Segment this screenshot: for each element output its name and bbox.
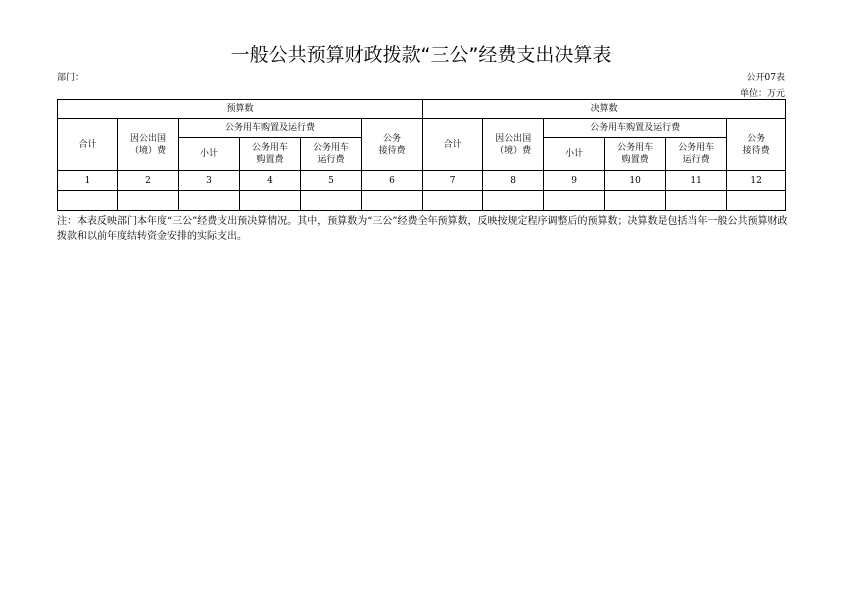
- budget-vehicle-header: 公务用车购置及运行费: [179, 119, 362, 138]
- column-number-cell: 11: [666, 171, 727, 191]
- form-code: 公开07表: [746, 73, 785, 83]
- unit-label: 单位：万元: [739, 89, 785, 99]
- final-abroad-line1: 因公出国: [495, 133, 532, 144]
- budget-subtotal-header: 小计: [179, 138, 240, 171]
- final-abroad-line2: （境）费: [495, 145, 532, 156]
- budget-abroad-line2: （境）费: [129, 145, 166, 156]
- final-purchase-line2: 购置费: [621, 155, 649, 165]
- budget-purchase-line2: 购置费: [256, 155, 284, 165]
- budget-header: 预算数: [58, 100, 423, 119]
- budget-total-header: 合计: [58, 119, 118, 171]
- page-title: 一般公共预算财政拨款“三公”经费支出决算表: [230, 44, 612, 66]
- table-note: 注：本表反映部门本年度“三公”经费支出预决算情况。其中，预算数为“三公”经费全年预算数，反映按规定程序调整后的预算数；决算数是包括当年一般公共预算财政拨款和以前年度结转资金安排的实际支出。: [57, 216, 788, 242]
- column-number-cell: 7: [423, 171, 483, 191]
- budget-abroad-header: [118, 119, 179, 171]
- budget-purchase-header: [240, 138, 301, 171]
- budget-reception-line1: 公务: [383, 133, 402, 144]
- data-cell: [58, 191, 118, 211]
- data-cell: [605, 191, 666, 211]
- final-reception-line1: 公务: [747, 133, 766, 144]
- final-reception-line2: 接待费: [742, 145, 770, 156]
- data-cell: [179, 191, 240, 211]
- final-operation-header: [666, 138, 727, 171]
- data-cell: [118, 191, 179, 211]
- department-label: 部门：: [57, 73, 85, 83]
- final-operation-line2: 运行费: [682, 155, 710, 165]
- final-total-header: 合计: [423, 119, 483, 171]
- column-number-cell: 9: [544, 171, 605, 191]
- budget-abroad-line1: 因公出国: [129, 133, 166, 144]
- final-abroad-header: [483, 119, 544, 171]
- column-number-cell: 1: [58, 171, 118, 191]
- budget-operation-line2: 运行费: [317, 155, 345, 165]
- budget-reception-header: [362, 119, 423, 171]
- final-purchase-header: [605, 138, 666, 171]
- three-public-expenses-table: [57, 99, 786, 211]
- column-number-cell: 2: [118, 171, 179, 191]
- final-operation-line1: 公务用车: [678, 143, 715, 153]
- column-number-cell: 6: [362, 171, 423, 191]
- column-number-cell: 8: [483, 171, 544, 191]
- column-number-cell: 5: [301, 171, 362, 191]
- column-number-cell: 12: [727, 171, 786, 191]
- data-cell: [666, 191, 727, 211]
- column-number-cell: 10: [605, 171, 666, 191]
- data-cell: [240, 191, 301, 211]
- final-header: 决算数: [423, 100, 786, 119]
- data-cell: [362, 191, 423, 211]
- data-cell: [544, 191, 605, 211]
- data-cell: [727, 191, 786, 211]
- budget-operation-line1: 公务用车: [312, 143, 349, 153]
- budget-purchase-line1: 公务用车: [251, 143, 288, 153]
- column-number-cell: 4: [240, 171, 301, 191]
- data-cell: [483, 191, 544, 211]
- final-subtotal-header: 小计: [544, 138, 605, 171]
- final-reception-header: [727, 119, 786, 171]
- final-purchase-line1: 公务用车: [617, 143, 654, 153]
- column-number-cell: 3: [179, 171, 240, 191]
- data-cell: [301, 191, 362, 211]
- budget-operation-header: [301, 138, 362, 171]
- data-cell: [423, 191, 483, 211]
- budget-reception-line2: 接待费: [378, 145, 406, 156]
- final-vehicle-header: 公务用车购置及运行费: [544, 119, 727, 138]
